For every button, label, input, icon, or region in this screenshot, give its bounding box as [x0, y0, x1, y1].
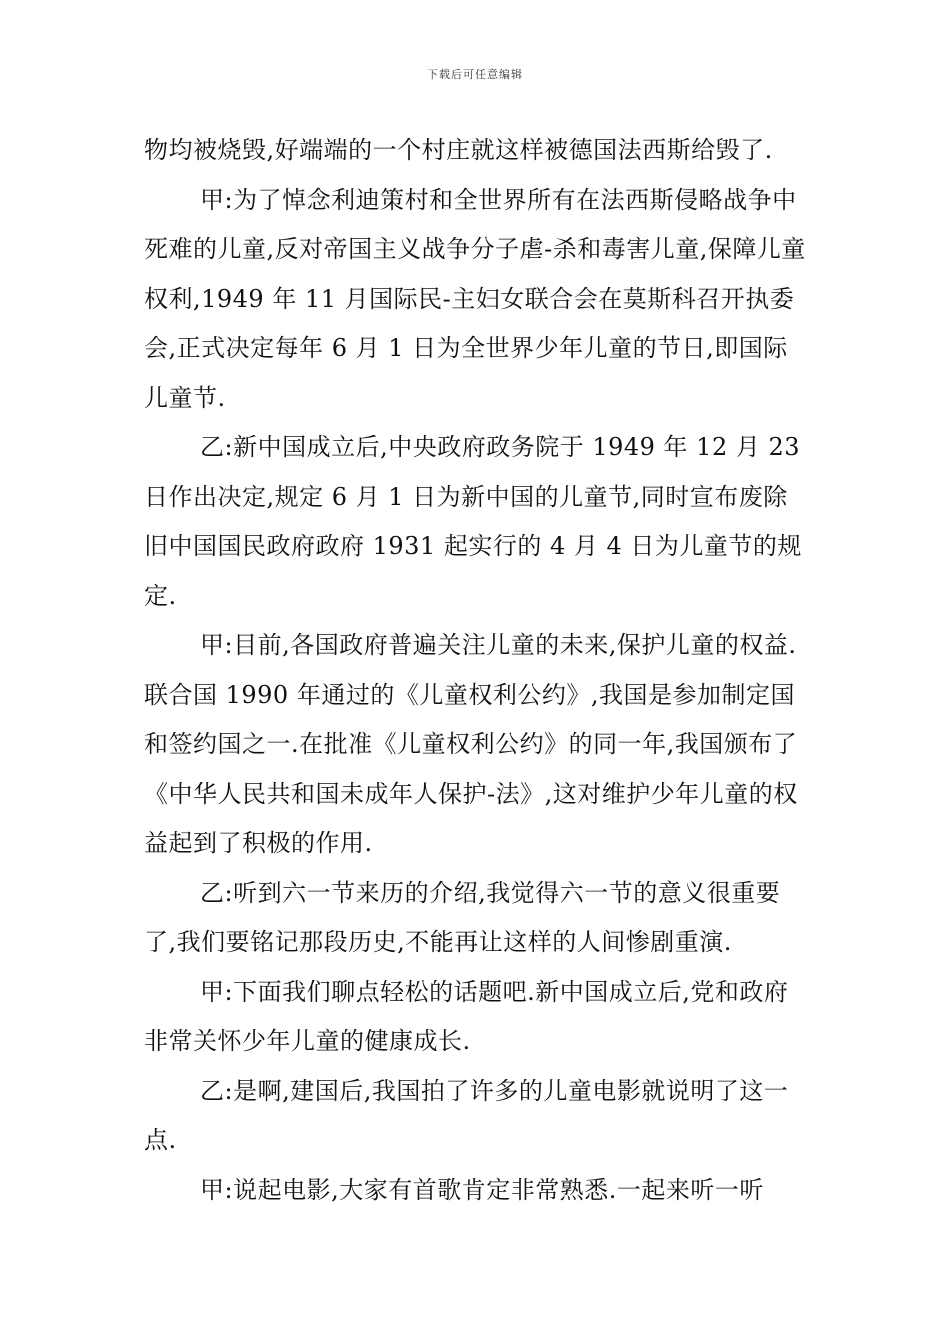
paragraph: 乙:新中国成立后,中央政府政务院于 1949 年 12 月 23 日作出决定,规定 6 月 1 日为新中国的儿童节,同时宣布废除旧中国国民政府政府 1931 起实行的 4 月 4 日为儿童节的规定.	[144, 433, 802, 610]
paragraph: 甲:说起电影,大家有首歌肯定非常熟悉.一起来听一听	[200, 1175, 764, 1204]
paragraph: 乙:听到六一节来历的介绍,我觉得六一节的意义很重要了,我们要铭记那段历史,不能再让这样的人间惨剧重演.	[144, 878, 781, 956]
paragraph: 甲:为了悼念利迪策村和全世界所有在法西斯侵略战争中死难的儿童,反对帝国主义战争分子虐-杀和毒害儿童,保障儿童权利,1949 年 11 月国际民-主妇女联合会在莫斯科召开执委会,正式决定每年 6 月 1 日为全世界少年儿童的节日,即国际儿童节.	[144, 185, 806, 412]
paragraph: 甲:下面我们聊点轻松的话题吧.新中国成立后,党和政府非常关怀少年儿童的健康成长.	[144, 977, 789, 1055]
document-body	[144, 126, 812, 1215]
paragraph: 甲:目前,各国政府普遍关注儿童的未来,保护儿童的权益.联合国 1990 年通过的《儿童权利公约》,我国是参加制定国和签约国之一.在批准《儿童权利公约》的同一年,我国颁布了《中华人民共和国未成年人保护-法》,这对维护少年儿童的权益起到了积极的作用.	[144, 631, 798, 857]
paragraph: 物均被烧毁,好端端的一个村庄就这样被德国法西斯给毁了.	[144, 136, 773, 164]
page-header: 下载后可任意编辑	[427, 68, 523, 81]
paragraph: 乙:是啊,建国后,我国拍了许多的儿童电影就说明了这一点.	[144, 1076, 789, 1154]
